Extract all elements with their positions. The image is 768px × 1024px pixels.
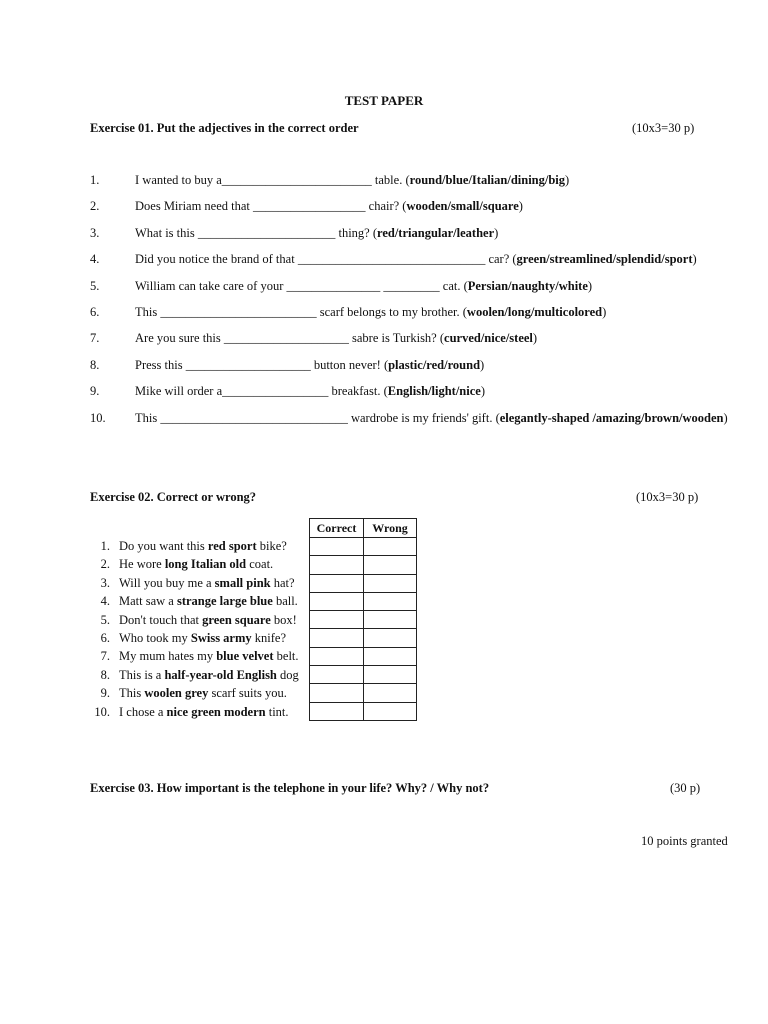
correct-cell[interactable] xyxy=(310,702,364,720)
wrong-cell[interactable] xyxy=(364,684,417,702)
sentence-start: Are you sure this xyxy=(135,331,224,346)
item-number: 7. xyxy=(100,649,110,664)
correct-cell[interactable] xyxy=(310,556,364,574)
sentence-start: Press this xyxy=(135,357,186,372)
item-sentence xyxy=(135,411,728,426)
sentence-end: belt. xyxy=(273,649,299,664)
item-number: 8. xyxy=(100,667,110,682)
adjective-phrase: woolen grey xyxy=(144,686,209,701)
adjective-hint: Persian/naughty/white xyxy=(467,278,588,293)
item-sentence xyxy=(135,305,606,320)
item-number: 5. xyxy=(90,278,100,293)
wrong-cell[interactable] xyxy=(364,538,417,556)
sentence-start: I chose a xyxy=(119,704,167,719)
correct-cell[interactable] xyxy=(310,538,364,556)
item-number: 6. xyxy=(100,631,110,645)
adjective-phrase: blue velvet xyxy=(216,649,274,664)
item-number: 9. xyxy=(90,384,100,399)
item-sentence xyxy=(135,252,697,267)
sentence-start: Don't touch that xyxy=(119,612,203,627)
column-header-correct: Correct xyxy=(310,519,364,538)
item-number: 4. xyxy=(90,252,100,267)
sentence-start: Do you want this xyxy=(119,539,208,553)
answer-blank[interactable]: __________________ xyxy=(253,199,366,214)
sentence-end: chair? ( xyxy=(365,199,407,214)
exercise2-heading: Exercise 02. Correct or wrong? xyxy=(90,490,257,504)
table-row xyxy=(310,666,417,684)
answer-blank[interactable]: _______________ _________ xyxy=(286,278,440,293)
sentence-end: car? ( xyxy=(485,252,517,267)
table-row xyxy=(310,684,417,702)
wrong-cell[interactable] xyxy=(364,556,417,574)
exercise3-heading: Exercise 03. How important is the telephone in your life? Why? / Why not? xyxy=(90,781,490,795)
correct-cell[interactable] xyxy=(310,592,364,610)
sentence-end: thing? ( xyxy=(335,225,378,240)
item-number: 2. xyxy=(100,557,110,572)
sentence-end: cat. ( xyxy=(439,278,468,293)
adjective-phrase: long Italian old xyxy=(164,557,247,572)
answer-blank[interactable]: ______________________ xyxy=(197,225,336,240)
wrong-cell[interactable] xyxy=(364,629,417,647)
sentence-start: My mum hates my xyxy=(119,649,217,664)
adjective-phrase: small pink xyxy=(214,575,271,590)
answer-blank[interactable]: ____________________ xyxy=(185,357,311,372)
item-number: 9. xyxy=(100,686,110,701)
item-sentence xyxy=(119,705,289,720)
hint-close: ) xyxy=(723,410,728,425)
item-number: 2. xyxy=(90,199,100,214)
sentence-end: button never! ( xyxy=(310,357,389,372)
item-number: 10. xyxy=(94,704,110,719)
item-number: 1. xyxy=(100,539,110,553)
item-sentence xyxy=(119,613,297,628)
sentence-start: Will you buy me a xyxy=(119,575,215,590)
item-sentence xyxy=(119,631,286,646)
sentence-start: Did you notice the brand of that xyxy=(135,252,298,267)
table-row xyxy=(310,556,417,574)
sentence-end: scarf suits you. xyxy=(208,686,287,701)
sentence-start: Mike will order a xyxy=(135,384,223,399)
sentence-end: coat. xyxy=(246,557,274,572)
adjective-phrase: green square xyxy=(202,612,271,627)
correct-cell[interactable] xyxy=(310,629,364,647)
answer-table xyxy=(309,518,417,721)
table-row xyxy=(310,574,417,592)
answer-blank[interactable]: ____________________ xyxy=(223,331,349,346)
item-sentence xyxy=(119,668,299,683)
table-row xyxy=(310,702,417,720)
item-number: 5. xyxy=(100,612,110,627)
hint-close: ) xyxy=(692,252,697,267)
item-sentence xyxy=(119,649,299,664)
wrong-cell[interactable] xyxy=(364,611,417,629)
wrong-cell[interactable] xyxy=(364,647,417,665)
item-number: 6. xyxy=(90,305,100,319)
column-header-wrong: Wrong xyxy=(364,519,417,538)
adjective-hint: elegantly-shaped /amazing/brown/wooden xyxy=(499,410,724,425)
wrong-cell[interactable] xyxy=(364,592,417,610)
sentence-end: bike? xyxy=(256,539,287,553)
wrong-cell[interactable] xyxy=(364,574,417,592)
adjective-hint: curved/nice/steel xyxy=(444,331,533,346)
adjective-phrase: half-year-old English xyxy=(164,667,277,682)
correct-cell[interactable] xyxy=(310,611,364,629)
answer-blank[interactable]: _________________ xyxy=(222,384,329,399)
item-number: 10. xyxy=(90,410,106,425)
sentence-start: Who took my xyxy=(119,631,191,645)
table-row xyxy=(310,647,417,665)
sentence-start: What is this xyxy=(135,225,198,240)
item-number: 3. xyxy=(90,225,100,240)
exercise1-heading: Exercise 01. Put the adjectives in the correct order xyxy=(90,121,359,135)
sentence-end: ball. xyxy=(272,594,298,609)
adjective-hint: English/light/nice xyxy=(387,384,481,399)
correct-cell[interactable] xyxy=(310,574,364,592)
hint-close: ) xyxy=(480,384,486,399)
sentence-end: dog xyxy=(276,667,299,682)
wrong-cell[interactable] xyxy=(364,666,417,684)
hint-close: ) xyxy=(518,199,523,214)
sentence-end: knife? xyxy=(251,631,287,645)
adjective-hint: wooden/small/square xyxy=(406,199,519,214)
hint-close: ) xyxy=(532,331,538,346)
sentence-start: This xyxy=(135,410,161,425)
hint-close: ) xyxy=(480,357,485,372)
table-row xyxy=(310,538,417,556)
item-sentence xyxy=(135,384,485,399)
page-title: TEST PAPER xyxy=(344,93,424,108)
item-sentence xyxy=(119,539,287,554)
adjective-phrase: red sport xyxy=(207,539,257,553)
hint-close: ) xyxy=(587,278,593,293)
item-number: 4. xyxy=(100,594,110,609)
hint-close: ) xyxy=(565,173,570,187)
sentence-start: William can take care of your xyxy=(135,278,287,293)
sentence-end: wardrobe is my friends' gift. ( xyxy=(347,410,500,425)
answer-blank[interactable]: ________________________ xyxy=(221,173,372,187)
item-sentence xyxy=(135,331,537,346)
answer-blank[interactable]: _________________________ xyxy=(160,305,317,319)
table-row xyxy=(310,592,417,610)
adjective-hint: plastic/red/round xyxy=(388,357,481,372)
footer-note: 10 points granted xyxy=(641,834,728,848)
exercise2-points: (10x3=30 p) xyxy=(636,490,699,504)
wrong-cell[interactable] xyxy=(364,702,417,720)
sentence-start: He wore xyxy=(119,557,165,572)
sentence-start: This xyxy=(135,305,161,319)
adjective-phrase: strange large blue xyxy=(176,594,273,609)
item-sentence xyxy=(135,279,592,294)
item-sentence xyxy=(135,173,569,188)
answer-blank[interactable]: ______________________________ xyxy=(160,410,348,425)
correct-cell[interactable] xyxy=(310,666,364,684)
correct-cell[interactable] xyxy=(310,684,364,702)
adjective-phrase: nice green modern xyxy=(166,704,266,719)
sentence-end: tint. xyxy=(265,704,289,719)
adjective-hint: woolen/long/multicolored xyxy=(466,305,603,319)
item-sentence xyxy=(119,594,298,609)
answer-blank[interactable]: ______________________________ xyxy=(297,252,486,267)
sentence-end: breakfast. ( xyxy=(328,384,388,399)
item-sentence xyxy=(135,226,498,241)
adjective-hint: round/blue/Italian/dining/big xyxy=(409,173,566,187)
adjective-phrase: Swiss army xyxy=(190,631,252,645)
sentence-start: Does Miriam need that xyxy=(135,199,254,214)
sentence-start: I wanted to buy a xyxy=(135,173,222,187)
sentence-start: Matt saw a xyxy=(119,594,177,609)
table-row xyxy=(310,611,417,629)
exercise3-points: (30 p) xyxy=(670,781,701,795)
hint-close: ) xyxy=(602,305,607,319)
item-sentence xyxy=(135,199,523,214)
item-number: 8. xyxy=(90,357,100,372)
sentence-end: sabre is Turkish? ( xyxy=(348,331,445,346)
sentence-end: hat? xyxy=(270,575,295,590)
hint-close: ) xyxy=(494,225,499,240)
exercise1-points: (10x3=30 p) xyxy=(632,121,695,135)
sentence-start: This is a xyxy=(119,667,165,682)
sentence-start: This xyxy=(119,686,145,701)
item-number: 7. xyxy=(90,331,100,346)
sentence-end: scarf belongs to my brother. ( xyxy=(316,305,467,319)
item-number: 1. xyxy=(90,173,100,187)
adjective-hint: green/streamlined/splendid/sport xyxy=(516,252,693,267)
item-sentence xyxy=(135,358,484,373)
correct-cell[interactable] xyxy=(310,647,364,665)
adjective-hint: red/triangular/leather xyxy=(377,225,495,240)
item-sentence xyxy=(119,686,287,701)
item-sentence xyxy=(119,576,295,591)
sentence-end: table. ( xyxy=(371,173,410,187)
item-sentence xyxy=(119,557,273,572)
sentence-end: box! xyxy=(270,612,297,627)
table-row xyxy=(310,629,417,647)
item-number: 3. xyxy=(100,575,110,590)
